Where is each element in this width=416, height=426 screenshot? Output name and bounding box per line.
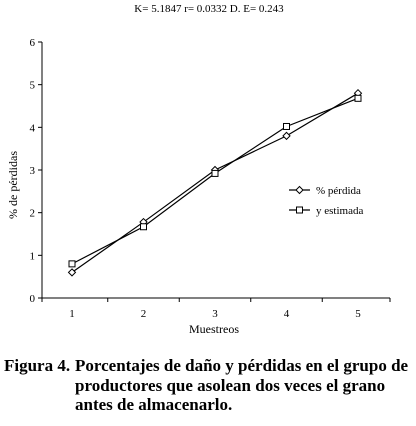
chart-title: K= 5.1847 r= 0.0332 D. E= 0.243 <box>134 3 284 15</box>
square-marker <box>297 207 303 213</box>
figure-caption <box>0 356 416 426</box>
series-line <box>72 93 358 272</box>
y-tick-label: 6 <box>29 37 35 49</box>
diamond-marker <box>296 187 303 194</box>
y-tick-label: 2 <box>29 207 35 220</box>
axes <box>30 37 391 320</box>
legend-label: % pérdida <box>316 185 361 197</box>
y-tick-label: 5 <box>29 79 35 92</box>
square-marker <box>284 123 290 129</box>
caption-label: Figura 4. <box>4 356 71 375</box>
x-tick-label: 2 <box>140 308 147 320</box>
square-marker <box>212 170 218 176</box>
series-group <box>69 90 362 276</box>
y-tick-label: 3 <box>29 165 35 177</box>
square-marker <box>69 261 75 267</box>
x-tick-label: 4 <box>283 308 290 320</box>
diamond-marker <box>283 132 290 139</box>
caption-text: Porcentajes de daño y pérdidas en el grupo de productores que asolean dos veces el grano antes de almacenarlo. <box>75 356 409 414</box>
y-axis-label: % de pérdidas <box>6 151 20 219</box>
series-line <box>72 98 358 264</box>
y-tick-label: 4 <box>29 122 35 135</box>
y-tick-label: 1 <box>29 250 35 263</box>
legend <box>289 185 363 217</box>
x-axis-label: Muestreos <box>189 322 239 336</box>
y-tick-label: 0 <box>29 293 35 305</box>
square-marker <box>355 95 361 101</box>
x-tick-label: 1 <box>69 308 75 320</box>
x-tick-label: 5 <box>355 308 361 320</box>
x-tick-label: 3 <box>212 308 218 320</box>
legend-label: y estimada <box>316 205 364 217</box>
square-marker <box>141 224 147 230</box>
